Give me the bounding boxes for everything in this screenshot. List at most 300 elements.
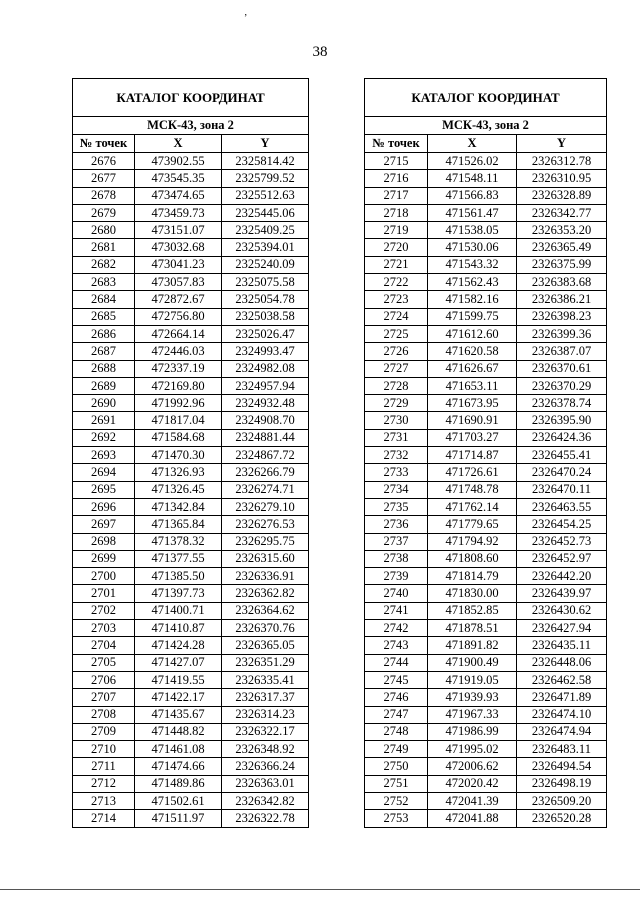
x-coordinate-cell: 473474.65	[135, 187, 222, 204]
point-number-cell: 2749	[365, 741, 428, 758]
x-coordinate-cell: 471548.11	[428, 170, 517, 187]
point-number-cell: 2735	[365, 498, 428, 515]
table-row	[365, 429, 607, 446]
point-number-cell: 2705	[73, 654, 135, 671]
point-number-cell: 2680	[73, 222, 135, 239]
y-coordinate-cell: 2326336.91	[222, 568, 309, 585]
x-coordinate-cell: 471582.16	[428, 291, 517, 308]
table-row	[365, 516, 607, 533]
table-row	[365, 395, 607, 412]
point-number-cell: 2748	[365, 723, 428, 740]
y-coordinate-cell: 2326452.97	[517, 550, 607, 567]
x-coordinate-cell: 471448.82	[135, 723, 222, 740]
point-number-cell: 2695	[73, 481, 135, 498]
point-number-cell: 2715	[365, 153, 428, 170]
y-coordinate-cell: 2326314.23	[222, 706, 309, 723]
point-number-cell: 2689	[73, 377, 135, 394]
y-coordinate-cell: 2326370.29	[517, 377, 607, 394]
y-coordinate-cell: 2326315.60	[222, 550, 309, 567]
table-row	[73, 204, 309, 221]
y-coordinate-cell: 2325240.09	[222, 256, 309, 273]
x-coordinate-cell: 471543.32	[428, 256, 517, 273]
table-row	[365, 620, 607, 637]
x-coordinate-cell: 471703.27	[428, 429, 517, 446]
point-number-cell: 2677	[73, 170, 135, 187]
point-number-cell: 2697	[73, 516, 135, 533]
table-row	[365, 274, 607, 291]
x-coordinate-cell: 471830.00	[428, 585, 517, 602]
point-number-cell: 2730	[365, 412, 428, 429]
point-number-cell: 2744	[365, 654, 428, 671]
x-coordinate-cell: 472020.42	[428, 775, 517, 792]
table-row	[365, 343, 607, 360]
point-number-cell: 2686	[73, 325, 135, 342]
point-number-cell: 2745	[365, 671, 428, 688]
table-row	[73, 222, 309, 239]
table-row	[73, 187, 309, 204]
point-number-cell: 2723	[365, 291, 428, 308]
y-coordinate-cell: 2326322.78	[222, 810, 309, 827]
y-coordinate-cell: 2326494.54	[517, 758, 607, 775]
table-row	[73, 723, 309, 740]
coordinate-system: МСК-43, зона 2	[365, 117, 607, 135]
y-coordinate-cell: 2326498.19	[517, 775, 607, 792]
table-row	[73, 602, 309, 619]
y-coordinate-cell: 2325409.25	[222, 222, 309, 239]
table-row	[73, 706, 309, 723]
page-number: 38	[312, 44, 328, 60]
table-row	[365, 481, 607, 498]
coordinate-table-left	[72, 78, 309, 828]
y-coordinate-cell: 2326424.36	[517, 429, 607, 446]
y-coordinate-cell: 2324881.44	[222, 429, 309, 446]
table-row	[365, 741, 607, 758]
table-row	[365, 239, 607, 256]
point-number-cell: 2708	[73, 706, 135, 723]
table-row	[365, 706, 607, 723]
table-title: КАТАЛОГ КООРДИНАТ	[365, 79, 607, 117]
table-row	[73, 256, 309, 273]
coordinate-table-right	[364, 78, 607, 828]
point-number-cell: 2690	[73, 395, 135, 412]
y-coordinate-cell: 2326399.36	[517, 325, 607, 342]
y-coordinate-cell: 2326387.07	[517, 343, 607, 360]
point-number-cell: 2684	[73, 291, 135, 308]
x-coordinate-cell: 472337.19	[135, 360, 222, 377]
table-row	[365, 533, 607, 550]
x-coordinate-cell: 471817.04	[135, 412, 222, 429]
x-coordinate-cell: 472664.14	[135, 325, 222, 342]
y-coordinate-cell: 2326471.89	[517, 689, 607, 706]
table-row	[365, 360, 607, 377]
point-number-cell: 2751	[365, 775, 428, 792]
x-coordinate-cell: 471561.47	[428, 204, 517, 221]
x-coordinate-cell: 471726.61	[428, 464, 517, 481]
table-row	[365, 204, 607, 221]
table-row	[365, 775, 607, 792]
y-coordinate-cell: 2326370.61	[517, 360, 607, 377]
y-coordinate-cell: 2326509.20	[517, 792, 607, 809]
y-coordinate-cell: 2326364.62	[222, 602, 309, 619]
table-row	[365, 758, 607, 775]
table-row	[73, 637, 309, 654]
column-header-y: Y	[222, 135, 309, 153]
table-row	[365, 602, 607, 619]
table-row	[73, 447, 309, 464]
point-number-cell: 2702	[73, 602, 135, 619]
x-coordinate-cell: 471419.55	[135, 671, 222, 688]
point-number-cell: 2681	[73, 239, 135, 256]
point-number-cell: 2728	[365, 377, 428, 394]
y-coordinate-cell: 2324957.94	[222, 377, 309, 394]
point-number-cell: 2696	[73, 498, 135, 515]
point-number-cell: 2729	[365, 395, 428, 412]
point-number-cell: 2726	[365, 343, 428, 360]
x-coordinate-cell: 472041.39	[428, 792, 517, 809]
y-coordinate-cell: 2326448.06	[517, 654, 607, 671]
table-row	[73, 395, 309, 412]
x-coordinate-cell: 471435.67	[135, 706, 222, 723]
y-coordinate-cell: 2326370.76	[222, 620, 309, 637]
x-coordinate-cell: 471470.30	[135, 447, 222, 464]
point-number-cell: 2740	[365, 585, 428, 602]
x-coordinate-cell: 471814.79	[428, 568, 517, 585]
table-row	[365, 723, 607, 740]
x-coordinate-cell: 471502.61	[135, 792, 222, 809]
y-coordinate-cell: 2326322.17	[222, 723, 309, 740]
table-row	[73, 291, 309, 308]
y-coordinate-cell: 2326483.11	[517, 741, 607, 758]
y-coordinate-cell: 2326474.94	[517, 723, 607, 740]
y-coordinate-cell: 2326342.82	[222, 792, 309, 809]
table-row	[365, 654, 607, 671]
y-coordinate-cell: 2326386.21	[517, 291, 607, 308]
table-row	[73, 533, 309, 550]
table-row	[73, 498, 309, 515]
x-coordinate-cell: 471995.02	[428, 741, 517, 758]
point-number-cell: 2717	[365, 187, 428, 204]
y-coordinate-cell: 2324993.47	[222, 343, 309, 360]
x-coordinate-cell: 471967.33	[428, 706, 517, 723]
y-coordinate-cell: 2326455.41	[517, 447, 607, 464]
x-coordinate-cell: 471530.06	[428, 239, 517, 256]
y-coordinate-cell: 2326366.24	[222, 758, 309, 775]
x-coordinate-cell: 473151.07	[135, 222, 222, 239]
table-row	[365, 792, 607, 809]
x-coordinate-cell: 471400.71	[135, 602, 222, 619]
y-coordinate-cell: 2326363.01	[222, 775, 309, 792]
x-coordinate-cell: 472041.88	[428, 810, 517, 827]
point-number-cell: 2687	[73, 343, 135, 360]
point-number-cell: 2678	[73, 187, 135, 204]
x-coordinate-cell: 471461.08	[135, 741, 222, 758]
y-coordinate-cell: 2325038.58	[222, 308, 309, 325]
table-row	[365, 187, 607, 204]
x-coordinate-cell: 471891.82	[428, 637, 517, 654]
y-coordinate-cell: 2325799.52	[222, 170, 309, 187]
x-coordinate-cell: 471538.05	[428, 222, 517, 239]
table-row	[73, 464, 309, 481]
table-row	[365, 568, 607, 585]
column-header-y: Y	[517, 135, 607, 153]
x-coordinate-cell: 471377.55	[135, 550, 222, 567]
x-coordinate-cell: 471992.96	[135, 395, 222, 412]
column-header-x: X	[135, 135, 222, 153]
x-coordinate-cell: 471397.73	[135, 585, 222, 602]
point-number-cell: 2700	[73, 568, 135, 585]
point-number-cell: 2703	[73, 620, 135, 637]
table-row	[365, 671, 607, 688]
table-row	[73, 620, 309, 637]
y-coordinate-cell: 2326470.24	[517, 464, 607, 481]
x-coordinate-cell: 473057.83	[135, 274, 222, 291]
x-coordinate-cell: 471365.84	[135, 516, 222, 533]
table-row	[73, 274, 309, 291]
x-coordinate-cell: 472872.67	[135, 291, 222, 308]
point-number-cell: 2721	[365, 256, 428, 273]
y-coordinate-cell: 2326430.62	[517, 602, 607, 619]
x-coordinate-cell: 471653.11	[428, 377, 517, 394]
x-coordinate-cell: 471900.49	[428, 654, 517, 671]
point-number-cell: 2747	[365, 706, 428, 723]
point-number-cell: 2725	[365, 325, 428, 342]
y-coordinate-cell: 2326276.53	[222, 516, 309, 533]
table-row	[365, 447, 607, 464]
table-row	[73, 239, 309, 256]
point-number-cell: 2691	[73, 412, 135, 429]
point-number-cell: 2707	[73, 689, 135, 706]
y-coordinate-cell: 2325054.78	[222, 291, 309, 308]
y-coordinate-cell: 2326365.49	[517, 239, 607, 256]
x-coordinate-cell: 471852.85	[428, 602, 517, 619]
point-number-cell: 2694	[73, 464, 135, 481]
x-coordinate-cell: 471620.58	[428, 343, 517, 360]
column-header-point: № точек	[73, 135, 135, 153]
table-row	[73, 429, 309, 446]
point-number-cell: 2713	[73, 792, 135, 809]
table-row	[73, 412, 309, 429]
y-coordinate-cell: 2324982.08	[222, 360, 309, 377]
y-coordinate-cell: 2326335.41	[222, 671, 309, 688]
x-coordinate-cell: 471673.95	[428, 395, 517, 412]
y-coordinate-cell: 2325026.47	[222, 325, 309, 342]
table-row	[365, 412, 607, 429]
point-number-cell: 2739	[365, 568, 428, 585]
x-coordinate-cell: 471410.87	[135, 620, 222, 637]
y-coordinate-cell: 2326470.11	[517, 481, 607, 498]
table-row	[365, 498, 607, 515]
x-coordinate-cell: 471612.60	[428, 325, 517, 342]
y-coordinate-cell: 2324908.70	[222, 412, 309, 429]
x-coordinate-cell: 471794.92	[428, 533, 517, 550]
x-coordinate-cell: 471474.66	[135, 758, 222, 775]
point-number-cell: 2706	[73, 671, 135, 688]
y-coordinate-cell: 2326463.55	[517, 498, 607, 515]
point-number-cell: 2743	[365, 637, 428, 654]
point-number-cell: 2733	[365, 464, 428, 481]
table-row	[73, 360, 309, 377]
table-row	[73, 153, 309, 170]
y-coordinate-cell: 2326378.74	[517, 395, 607, 412]
table-row	[365, 308, 607, 325]
point-number-cell: 2732	[365, 447, 428, 464]
x-coordinate-cell: 473041.23	[135, 256, 222, 273]
point-number-cell: 2727	[365, 360, 428, 377]
x-coordinate-cell: 471342.84	[135, 498, 222, 515]
x-coordinate-cell: 471378.32	[135, 533, 222, 550]
y-coordinate-cell: 2326279.10	[222, 498, 309, 515]
point-number-cell: 2750	[365, 758, 428, 775]
x-coordinate-cell: 471919.05	[428, 671, 517, 688]
point-number-cell: 2711	[73, 758, 135, 775]
point-number-cell: 2738	[365, 550, 428, 567]
x-coordinate-cell: 471566.83	[428, 187, 517, 204]
top-mark: ’	[244, 13, 248, 24]
table-row	[73, 585, 309, 602]
y-coordinate-cell: 2326312.78	[517, 153, 607, 170]
x-coordinate-cell: 471584.68	[135, 429, 222, 446]
table-row	[365, 550, 607, 567]
x-coordinate-cell: 473459.73	[135, 204, 222, 221]
x-coordinate-cell: 471422.17	[135, 689, 222, 706]
x-coordinate-cell: 471511.97	[135, 810, 222, 827]
x-coordinate-cell: 471939.93	[428, 689, 517, 706]
x-coordinate-cell: 471424.28	[135, 637, 222, 654]
point-number-cell: 2716	[365, 170, 428, 187]
point-number-cell: 2752	[365, 792, 428, 809]
table-row	[365, 585, 607, 602]
point-number-cell: 2698	[73, 533, 135, 550]
x-coordinate-cell: 473902.55	[135, 153, 222, 170]
point-number-cell: 2701	[73, 585, 135, 602]
table-row	[73, 671, 309, 688]
table-row	[365, 325, 607, 342]
y-coordinate-cell: 2324932.48	[222, 395, 309, 412]
point-number-cell: 2688	[73, 360, 135, 377]
table-row	[73, 343, 309, 360]
x-coordinate-cell: 471562.43	[428, 274, 517, 291]
y-coordinate-cell: 2326442.20	[517, 568, 607, 585]
y-coordinate-cell: 2326353.20	[517, 222, 607, 239]
point-number-cell: 2692	[73, 429, 135, 446]
x-coordinate-cell: 471526.02	[428, 153, 517, 170]
y-coordinate-cell: 2326351.29	[222, 654, 309, 671]
y-coordinate-cell: 2326266.79	[222, 464, 309, 481]
table-row	[73, 654, 309, 671]
point-number-cell: 2710	[73, 741, 135, 758]
y-coordinate-cell: 2324867.72	[222, 447, 309, 464]
table-row	[365, 689, 607, 706]
y-coordinate-cell: 2326310.95	[517, 170, 607, 187]
point-number-cell: 2712	[73, 775, 135, 792]
x-coordinate-cell: 471986.99	[428, 723, 517, 740]
table-row	[73, 758, 309, 775]
y-coordinate-cell: 2325445.06	[222, 204, 309, 221]
y-coordinate-cell: 2325814.42	[222, 153, 309, 170]
point-number-cell: 2683	[73, 274, 135, 291]
point-number-cell: 2704	[73, 637, 135, 654]
x-coordinate-cell: 471489.86	[135, 775, 222, 792]
y-coordinate-cell: 2326274.71	[222, 481, 309, 498]
coordinate-system: МСК-43, зона 2	[73, 117, 309, 135]
table-row	[365, 170, 607, 187]
point-number-cell: 2724	[365, 308, 428, 325]
table-row	[365, 810, 607, 827]
table-row	[73, 810, 309, 827]
x-coordinate-cell: 471385.50	[135, 568, 222, 585]
x-coordinate-cell: 471748.78	[428, 481, 517, 498]
point-number-cell: 2734	[365, 481, 428, 498]
point-number-cell: 2693	[73, 447, 135, 464]
x-coordinate-cell: 471779.65	[428, 516, 517, 533]
table-row	[365, 637, 607, 654]
point-number-cell: 2682	[73, 256, 135, 273]
y-coordinate-cell: 2325075.58	[222, 274, 309, 291]
x-coordinate-cell: 472756.80	[135, 308, 222, 325]
table-row	[73, 689, 309, 706]
x-coordinate-cell: 473032.68	[135, 239, 222, 256]
x-coordinate-cell: 471714.87	[428, 447, 517, 464]
x-coordinate-cell: 472006.62	[428, 758, 517, 775]
y-coordinate-cell: 2325512.63	[222, 187, 309, 204]
column-header-x: X	[428, 135, 517, 153]
y-coordinate-cell: 2326395.90	[517, 412, 607, 429]
point-number-cell: 2699	[73, 550, 135, 567]
y-coordinate-cell: 2326362.82	[222, 585, 309, 602]
point-number-cell: 2746	[365, 689, 428, 706]
y-coordinate-cell: 2326342.77	[517, 204, 607, 221]
table-row	[73, 550, 309, 567]
x-coordinate-cell: 471690.91	[428, 412, 517, 429]
table-row	[73, 308, 309, 325]
y-coordinate-cell: 2326295.75	[222, 533, 309, 550]
y-coordinate-cell: 2326462.58	[517, 671, 607, 688]
y-coordinate-cell: 2326398.23	[517, 308, 607, 325]
table-row	[365, 153, 607, 170]
point-number-cell: 2736	[365, 516, 428, 533]
table-row	[365, 291, 607, 308]
x-coordinate-cell: 471762.14	[428, 498, 517, 515]
table-row	[73, 741, 309, 758]
x-coordinate-cell: 471326.45	[135, 481, 222, 498]
point-number-cell: 2737	[365, 533, 428, 550]
y-coordinate-cell: 2326383.68	[517, 274, 607, 291]
point-number-cell: 2753	[365, 810, 428, 827]
y-coordinate-cell: 2326317.37	[222, 689, 309, 706]
y-coordinate-cell: 2326439.97	[517, 585, 607, 602]
table-row	[365, 377, 607, 394]
x-coordinate-cell: 471599.75	[428, 308, 517, 325]
point-number-cell: 2679	[73, 204, 135, 221]
point-number-cell: 2714	[73, 810, 135, 827]
table-row	[73, 792, 309, 809]
point-number-cell: 2676	[73, 153, 135, 170]
y-coordinate-cell: 2326520.28	[517, 810, 607, 827]
table-row	[73, 775, 309, 792]
table-row	[73, 377, 309, 394]
y-coordinate-cell: 2326454.25	[517, 516, 607, 533]
column-header-point: № точек	[365, 135, 428, 153]
x-coordinate-cell: 471878.51	[428, 620, 517, 637]
y-coordinate-cell: 2326375.99	[517, 256, 607, 273]
table-row	[73, 516, 309, 533]
point-number-cell: 2722	[365, 274, 428, 291]
point-number-cell: 2720	[365, 239, 428, 256]
y-coordinate-cell: 2326452.73	[517, 533, 607, 550]
table-row	[73, 325, 309, 342]
x-coordinate-cell: 471326.93	[135, 464, 222, 481]
x-coordinate-cell: 471427.07	[135, 654, 222, 671]
